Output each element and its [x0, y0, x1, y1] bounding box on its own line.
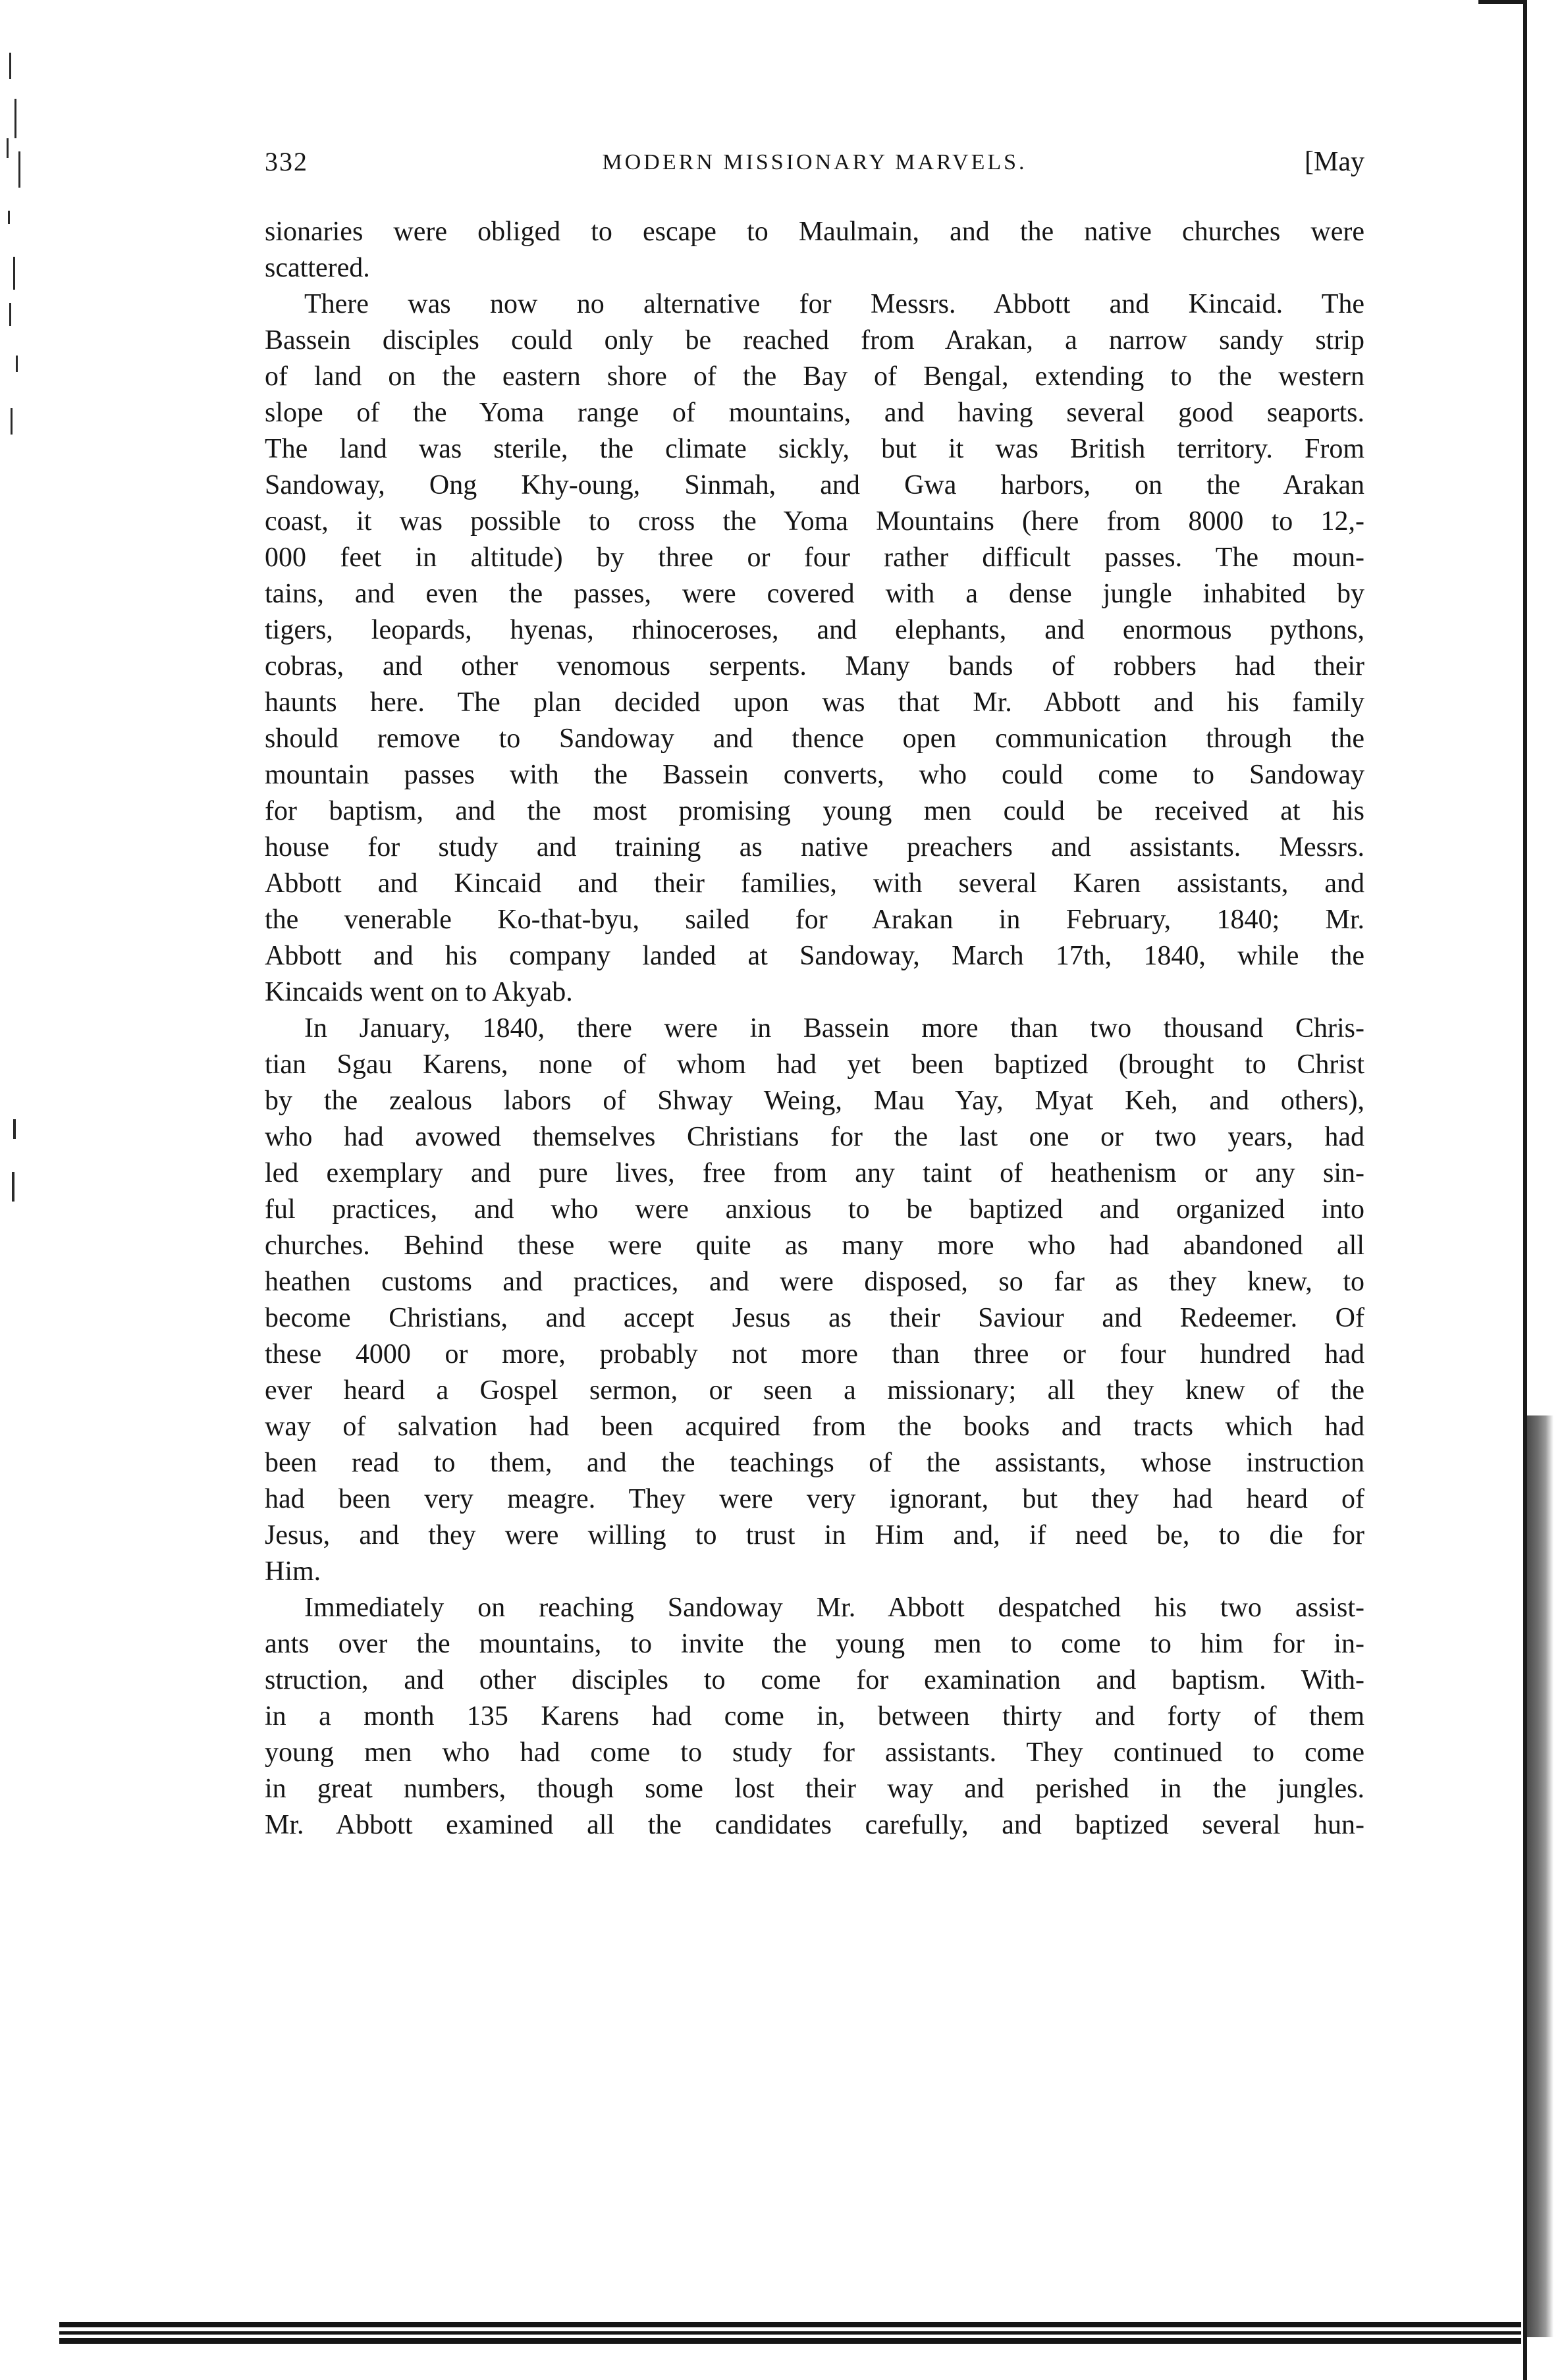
- text-line: Kincaids went on to Akyab.: [265, 977, 573, 1007]
- text-line: way of salvation had been acquired from the books and tracts which had: [265, 1412, 1364, 1442]
- text-line: in great numbers, though some lost their way and perished in the jungles.: [265, 1774, 1364, 1804]
- text-line: Him.: [265, 1556, 321, 1587]
- text-line: led exemplary and pure lives, free from any taint of heathenism or any sin-: [265, 1158, 1364, 1188]
- body-text: [265, 214, 1364, 1843]
- text-line: Jesus, and they were willing to trust in Him and, if need be, to die for: [265, 1520, 1364, 1550]
- text-line: should remove to Sandoway and thence open communication through the: [265, 724, 1364, 754]
- text-line: become Christians, and accept Jesus as their Saviour and Redeemer. Of: [265, 1303, 1364, 1333]
- text-line: in a month 135 Karens had come in, between thirty and forty of them: [265, 1701, 1364, 1732]
- text-line: coast, it was possible to cross the Yoma Mountains (here from 8000 to 12,-: [265, 506, 1364, 537]
- text-line: had been very meagre. They were very ignorant, but they had heard of: [265, 1484, 1364, 1514]
- text-line: Bassein disciples could only be reached from Arakan, a narrow sandy strip: [265, 325, 1364, 356]
- text-line: Abbott and Kincaid and their families, with several Karen assistants, and: [265, 868, 1364, 899]
- text-line: Mr. Abbott examined all the candidates carefully, and baptized several hun-: [265, 1810, 1364, 1840]
- text-line: who had avowed themselves Christians for the last one or two years, had: [265, 1122, 1364, 1152]
- paragraph-1: [265, 214, 1364, 286]
- right-edge-scan-shadow: [1518, 0, 1564, 2380]
- text-line: mountain passes with the Bassein converts, who could come to Sandoway: [265, 760, 1364, 790]
- text-line: Sandoway, Ong Khy-oung, Sinmah, and Gwa harbors, on the Arakan: [265, 470, 1364, 500]
- text-line: tian Sgau Karens, none of whom had yet been baptized (brought to Christ: [265, 1049, 1364, 1080]
- text-line: Immediately on reaching Sandoway Mr. Abbott despatched his two assist-: [304, 1593, 1364, 1623]
- text-line: 000 feet in altitude) by three or four rather difficult passes. The moun-: [265, 542, 1364, 573]
- text-line: Abbott and his company landed at Sandoway, March 17th, 1840, while the: [265, 941, 1364, 971]
- paragraph-2: [265, 286, 1364, 1011]
- text-line: churches. Behind these were quite as many more who had abandoned all: [265, 1230, 1364, 1261]
- text-line: been read to them, and the teachings of the assistants, whose instruction: [265, 1448, 1364, 1478]
- running-header: [265, 146, 1364, 186]
- text-line: for baptism, and the most promising young men could be received at his: [265, 796, 1364, 826]
- text-line: the venerable Ko-that-byu, sailed for Arakan in February, 1840; Mr.: [265, 905, 1364, 935]
- text-line: cobras, and other venomous serpents. Many bands of robbers had their: [265, 651, 1364, 681]
- text-line: slope of the Yoma range of mountains, and having several good seaports.: [265, 398, 1364, 428]
- paragraph-4: [265, 1590, 1364, 1843]
- text-line: scattered.: [265, 253, 370, 283]
- paragraph-3: [265, 1011, 1364, 1590]
- text-line: these 4000 or more, probably not more than three or four hundred had: [265, 1339, 1364, 1369]
- text-line: tigers, leopards, hyenas, rhinoceroses, and elephants, and enormous pythons,: [265, 615, 1364, 645]
- text-line: ful practices, and who were anxious to be baptized and organized into: [265, 1194, 1364, 1225]
- header-month: [May: [1305, 147, 1364, 177]
- text-line: heathen customs and practices, and were disposed, so far as they knew, to: [265, 1267, 1364, 1297]
- text-line: haunts here. The plan decided upon was that Mr. Abbott and his family: [265, 687, 1364, 718]
- text-line: ever heard a Gospel sermon, or seen a missionary; all they knew of the: [265, 1375, 1364, 1406]
- text-line: house for study and training as native preachers and assistants. Messrs.: [265, 832, 1364, 862]
- text-line: The land was sterile, the climate sickly, but it was British territory. From: [265, 434, 1364, 464]
- text-line: of land on the eastern shore of the Bay of Bengal, extending to the western: [265, 361, 1364, 392]
- running-title: MODERN MISSIONARY MARVELS.: [602, 150, 1027, 174]
- text-line: There was now no alternative for Messrs. Abbott and Kincaid. The: [304, 289, 1364, 319]
- text-line: struction, and other disciples to come for examination and baptism. With-: [265, 1665, 1364, 1695]
- left-margin-scan-marks: [0, 40, 59, 764]
- text-line: tains, and even the passes, were covered with a dense jungle inhabited by: [265, 579, 1364, 609]
- page-number: 332: [265, 147, 308, 176]
- text-line: ants over the mountains, to invite the young men to come to him for in-: [265, 1629, 1364, 1659]
- bottom-scan-band: [59, 2314, 1521, 2354]
- text-line: young men who had come to study for assistants. They continued to come: [265, 1737, 1364, 1768]
- text-line: sionaries were obliged to escape to Maulmain, and the native churches were: [265, 217, 1364, 247]
- text-line: by the zealous labors of Shway Weing, Mau Yay, Myat Keh, and others),: [265, 1086, 1364, 1116]
- text-line: In January, 1840, there were in Bassein more than two thousand Chris-: [304, 1013, 1364, 1044]
